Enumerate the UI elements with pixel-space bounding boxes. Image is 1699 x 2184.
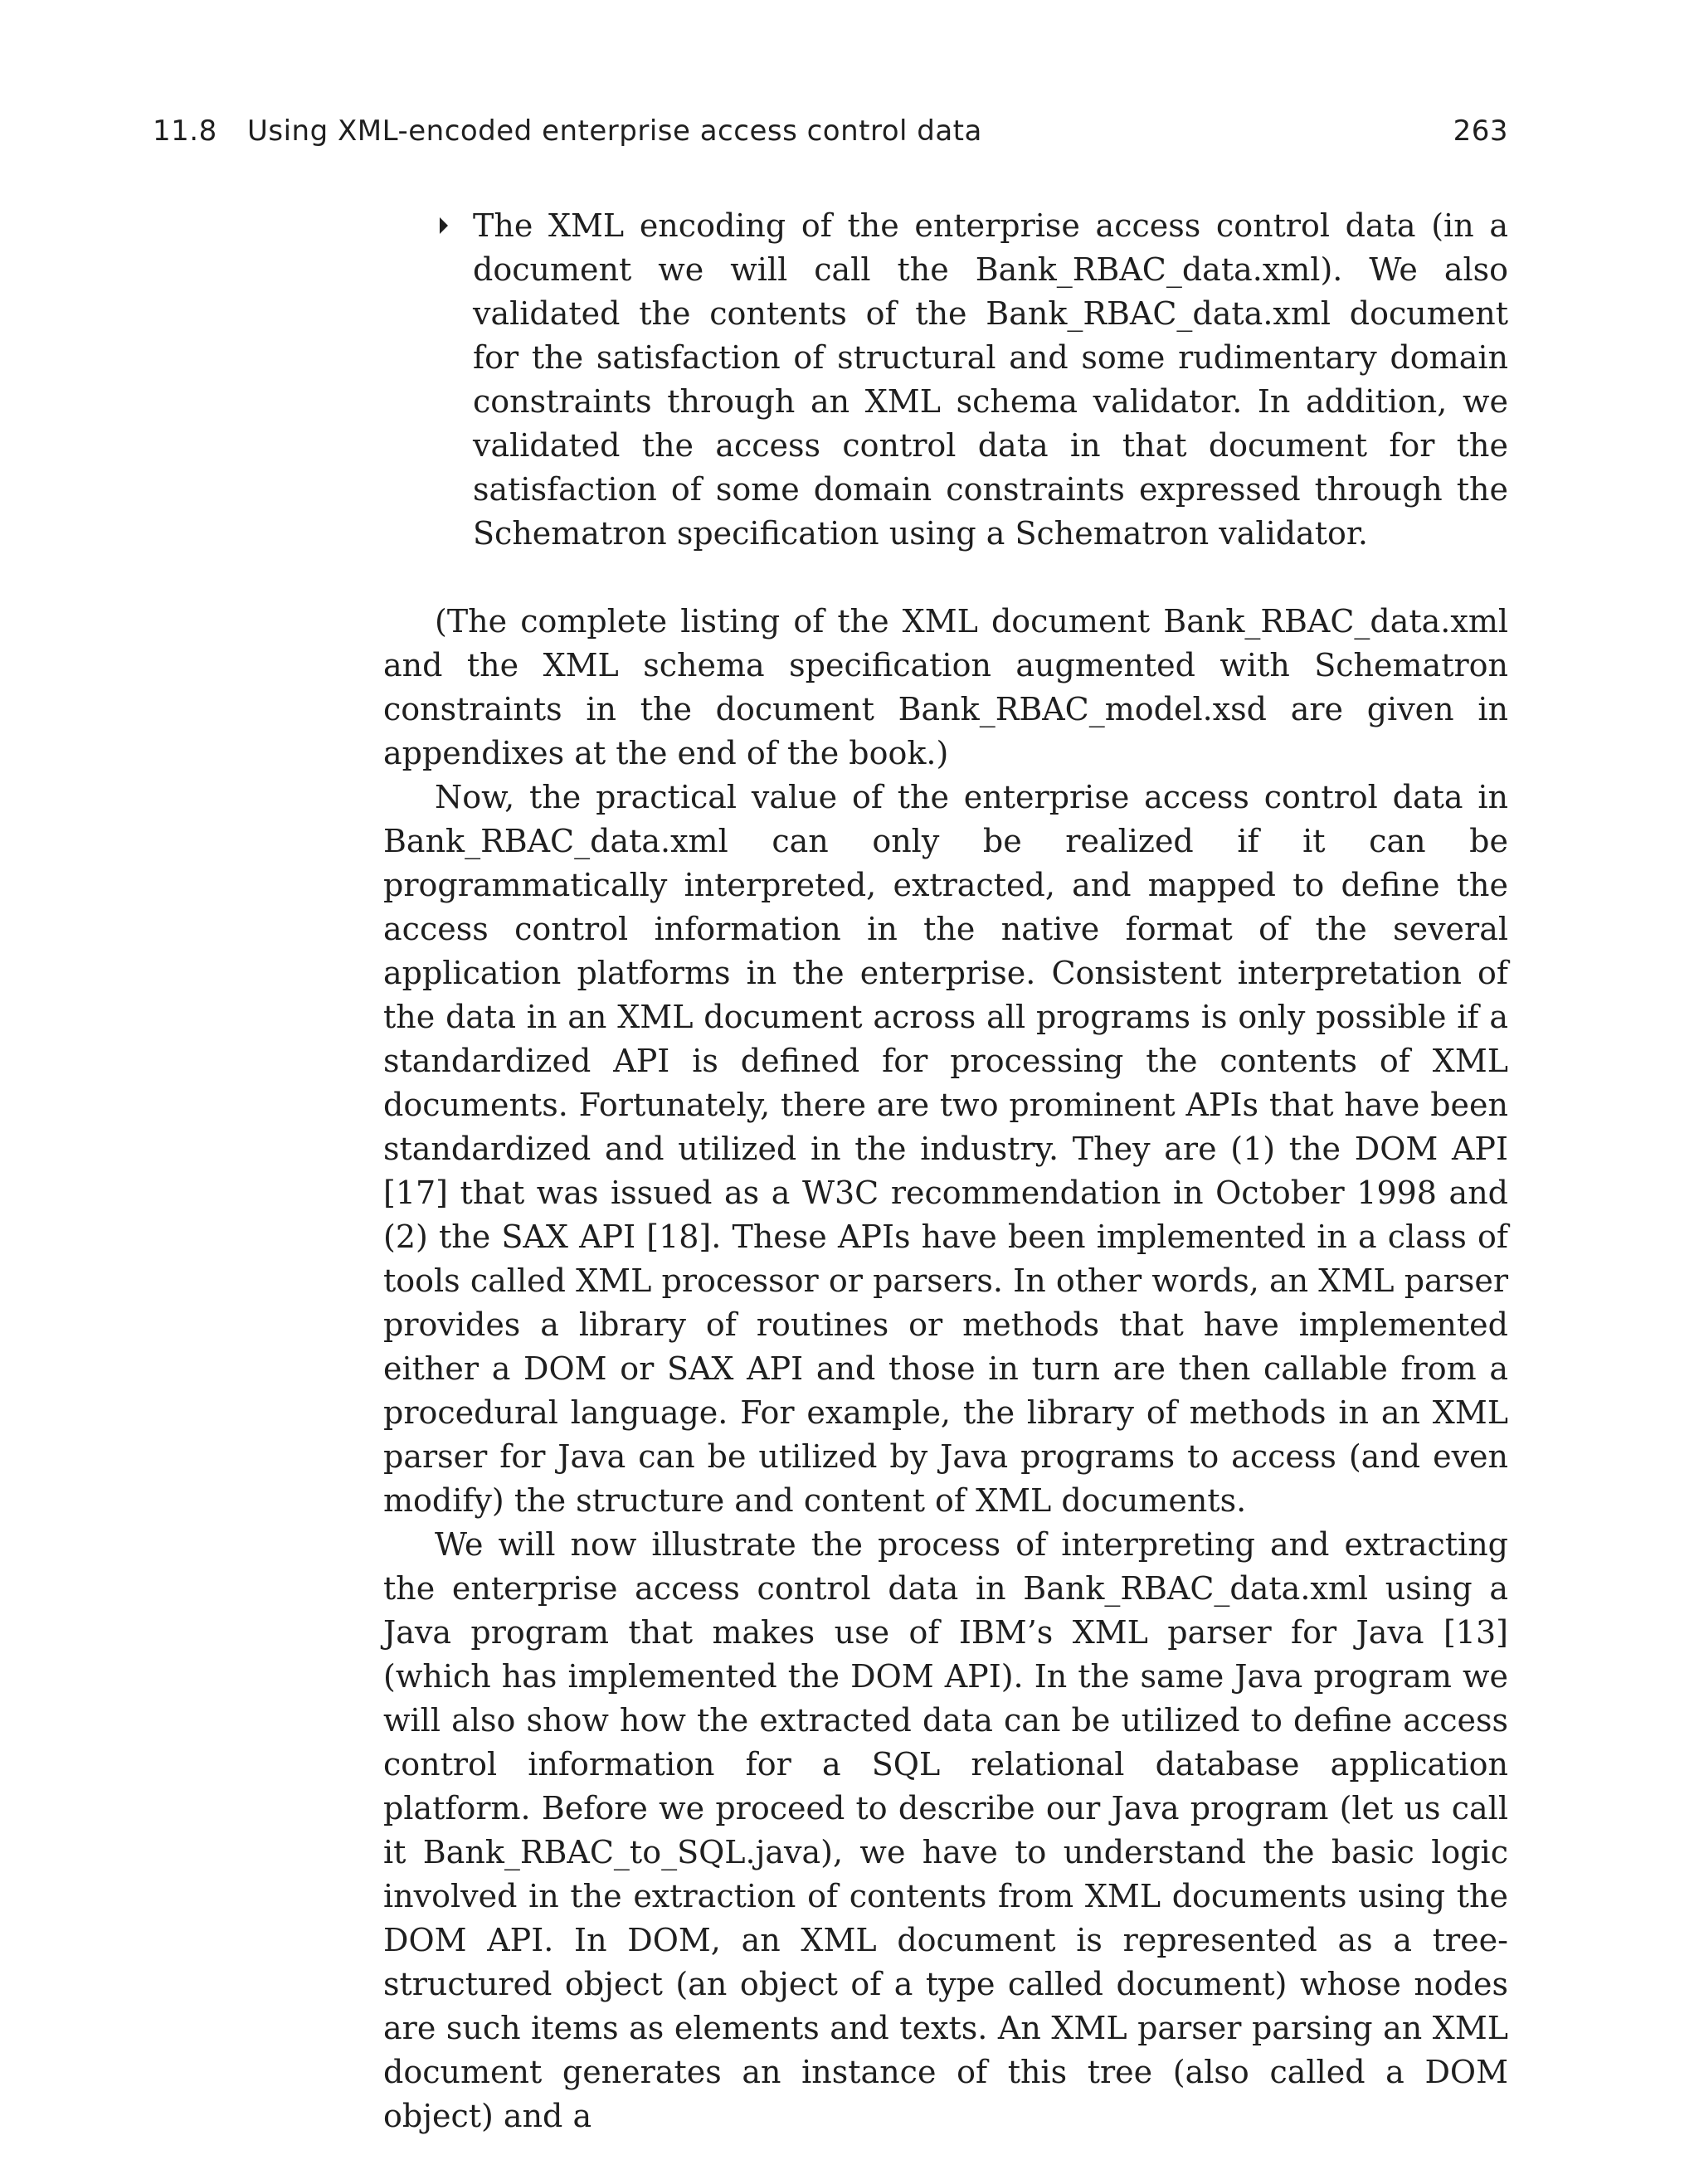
triangle-bullet-icon [440, 217, 448, 234]
running-title: Using XML-encoded enterprise access control data [247, 114, 982, 148]
page-header [153, 114, 1508, 158]
page-number: 263 [1453, 114, 1508, 148]
paragraph-dom-sax-apis: Now, the practical value of the enterprise access control data in Bank_RBAC_data.xml can only be realized if it can be programmatically interpreted, extracted, and mapped to define the access control information in the native format of the several application platforms in the enterprise. Consistent interpretation of the data in an XML document across all programs is only possible if a standardized API is defined for processing the contents of XML documents. Fortunately, there are two prominent APIs that have been standardized and utilized in the industry. They are (1) the DOM API [17] that was issued as a W3C recommendation in October 1998 and (2) the SAX API [18]. These APIs have been implemented in a class of tools called XML processor or parsers. In other words, an XML parser provides a library of routines or methods that have implemented either a DOM or SAX API and those in turn are then callable from a procedural language. For example, the library of methods in an XML parser for Java can be utilized by Java programs to access (and even modify) the structure and content of XML documents. [383, 779, 1508, 1519]
paragraph-java-program: We will now illustrate the process of interpreting and extracting the enterprise access control data in Bank_RBAC_data.xml using a Java program that makes use of IBM’s XML parser for Java [13] (which has implemented the DOM API). In the same Java program we will also show how the extracted data can be utilized to define access control information for a SQL relational database application platform. Before we proceed to describe our Java program (let us call it Bank_RBAC_to_SQL.java), we have to understand the basic logic involved in the extraction of contents from XML documents using the DOM API. In DOM, an XML document is represented as a tree-structured object (an object of a type called document) whose nodes are such items as elements and texts. An XML parser parsing an XML document generates an instance of this tree (also called a DOM object) and a [383, 1526, 1508, 2134]
section-number: 11.8 [153, 114, 217, 148]
page-body [383, 204, 1508, 2138]
bullet-text: The XML encoding of the enterprise access control data (in a document we will call the Bank_RBAC_data.xml). We also validated the contents of the Bank_RBAC_data.xml document for the satisfaction of structural and some rudimentary domain constraints through an XML schema validator. In addition, we validated the access control data in that document for the satisfaction of some domain constraints expressed through the Schematron specification using a Schematron validator. [473, 207, 1508, 552]
bullet-list-item [473, 204, 1508, 556]
paragraph-appendix-note: (The complete listing of the XML document Bank_RBAC_data.xml and the XML schema specification augmented with Schematron constraints in the document Bank_RBAC_model.xsd are given in appendixes at the end of the book.) [383, 603, 1508, 771]
